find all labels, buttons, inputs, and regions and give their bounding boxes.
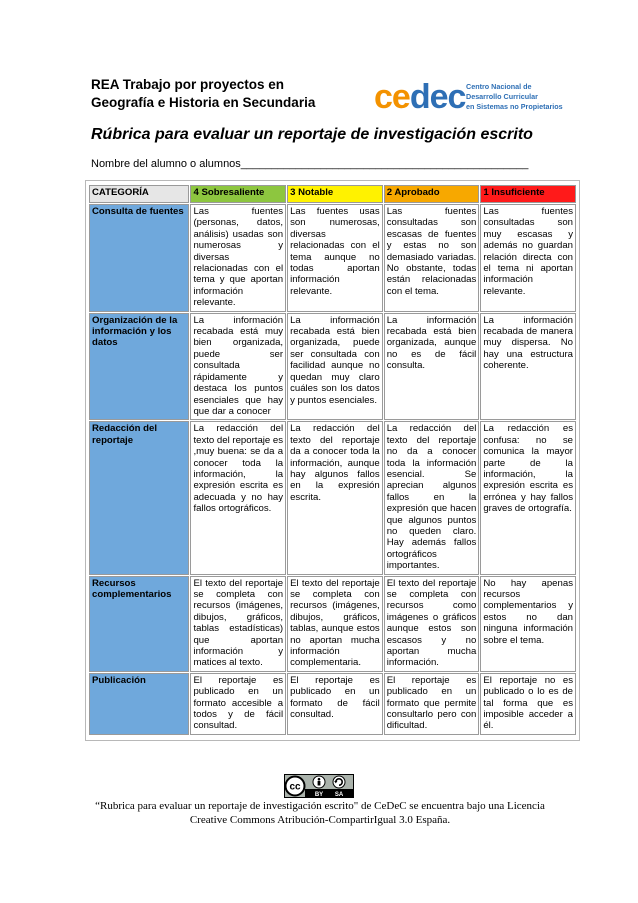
header-sobresaliente: 4 Sobresaliente xyxy=(190,185,286,203)
cell-insuficiente: El reportaje no es publicado o lo es de tal forma que es imposible acceder a él. xyxy=(480,673,576,735)
license-line-2: Creative Commons Atribución-CompartirIgual 3.0 España. xyxy=(189,813,451,826)
header-insuficiente: 1 Insuficiente xyxy=(480,185,576,203)
cell-sobresaliente: Las fuentes (personas, datos, análisis) usadas son numerosas y diversas relacionadas con el tema y que aportan información relevante. xyxy=(190,204,286,312)
cell-sobresaliente: El texto del reportaje se completa con recursos (imágenes, dibujos, gráficos, tablas estadísticas) que aportan información y matices al texto. xyxy=(190,576,286,672)
svg-text:BY: BY xyxy=(314,791,324,798)
header-title xyxy=(91,76,351,112)
row-category: Redacción del reportaje xyxy=(89,421,189,574)
cc-by-sa-license-icon xyxy=(284,774,354,798)
header-category: CATEGORÍA xyxy=(89,185,189,203)
cell-sobresaliente: La información recabada está muy bien organizada, puede ser consultada rápidamente y destaca los puntos esenciales que hay que dar a conocer xyxy=(190,313,286,421)
row-category: Publicación xyxy=(89,673,189,735)
student-name-line: Nombre del alumno o alumnos_______________________________________________ xyxy=(91,158,529,170)
cell-notable: La información recabada está bien organizada, puede ser consultada con facilidad aunque no quedan muy claro cuáles son los datos y puntos esenciales. xyxy=(287,313,383,421)
cell-aprobado: El texto del reportaje se completa con recursos como imágenes o gráficos aunque estos son escasos y no aportan mucha información. xyxy=(384,576,480,672)
table-row xyxy=(89,576,576,672)
rubric-header-row xyxy=(89,185,576,203)
cell-aprobado: La redacción del texto del reportaje no da a conocer toda la información esencial. Se aprecian algunos fallos en la expresión que hacen que algunos puntos no queden claro. Hay además fallos ortográficos importantes. xyxy=(384,421,480,574)
license-text xyxy=(90,800,550,827)
cell-notable: El reportaje es publicado en un formato de fácil consultad. xyxy=(287,673,383,735)
cell-insuficiente: Las fuentes consultadas son muy escasas y además no guardan relación directa con el tema ni aportan información relevante. xyxy=(480,204,576,312)
cell-sobresaliente: La redacción del texto del reportaje es ,muy buena: se da a conocer toda la información, la expresión escrita es adecuada y no hay fallos ortográficos. xyxy=(190,421,286,574)
header-aprobado: 2 Aprobado xyxy=(384,185,480,203)
cell-insuficiente: La redacción es confusa: no se comunica la mayor parte de la información, la expresión escrita es errónea y hay fallos graves de ortografía. xyxy=(480,421,576,574)
svg-text:cc: cc xyxy=(289,781,301,793)
row-category: Recursos complementarios xyxy=(89,576,189,672)
cell-notable: Las fuentes usas son numerosas, diversas relacionadas con el tema aunque no todas aportan información relevante. xyxy=(287,204,383,312)
cedec-logo-text: Centro Nacional de Desarrollo Curricular en Sistemas no Propietarios xyxy=(466,82,563,111)
page-title: Rúbrica para evaluar un reportaje de investigación escrito xyxy=(91,126,533,143)
cell-insuficiente: No hay apenas recursos complementarios y estos no dan ninguna información sobre el tema. xyxy=(480,576,576,672)
cell-aprobado: Las fuentes consultadas son escasas de fuentes y estas no son demasiado variadas. No obstante, todas están relacionadas con el tema. xyxy=(384,204,480,312)
rubric-table xyxy=(88,184,577,736)
cedec-logo xyxy=(374,78,564,118)
table-row xyxy=(89,421,576,574)
cell-aprobado: La información recabada está bien organizada, aunque no es de fácil consulta. xyxy=(384,313,480,421)
cell-notable: El texto del reportaje se completa con recursos (imágenes, dibujos, gráficos, tablas, aunque estos no aportan mucha información complementaria. xyxy=(287,576,383,672)
rubric-frame xyxy=(85,180,580,741)
table-row xyxy=(89,313,576,421)
table-row xyxy=(89,204,576,312)
cell-notable: La redacción del texto del reportaje da a conocer toda la información, aunque hay algunos fallos en la expresión escrita. xyxy=(287,421,383,574)
cell-insuficiente: La información recabada de manera muy dispersa. No hay una estructura coherente. xyxy=(480,313,576,421)
table-row xyxy=(89,673,576,735)
license-line-1: “Rubrica para evaluar un reportaje de investigación escrito" de CeDeC se encuentra bajo una Licencia xyxy=(95,800,545,812)
row-category: Organización de la información y los datos xyxy=(89,313,189,421)
header-notable: 3 Notable xyxy=(287,185,383,203)
svg-text:SA: SA xyxy=(334,791,344,798)
cedec-logo-word: cedec xyxy=(374,78,466,116)
header-line-2: Geografía e Historia en Secundaria xyxy=(91,95,316,110)
header-line-1: REA Trabajo por proyectos en xyxy=(91,77,285,92)
cell-sobresaliente: El reportaje es publicado en un formato accesible a todos y de fácil consultad. xyxy=(190,673,286,735)
cell-aprobado: El reportaje es publicado en un formato que permite consultarlo pero con dificultad. xyxy=(384,673,480,735)
row-category: Consulta de fuentes xyxy=(89,204,189,312)
